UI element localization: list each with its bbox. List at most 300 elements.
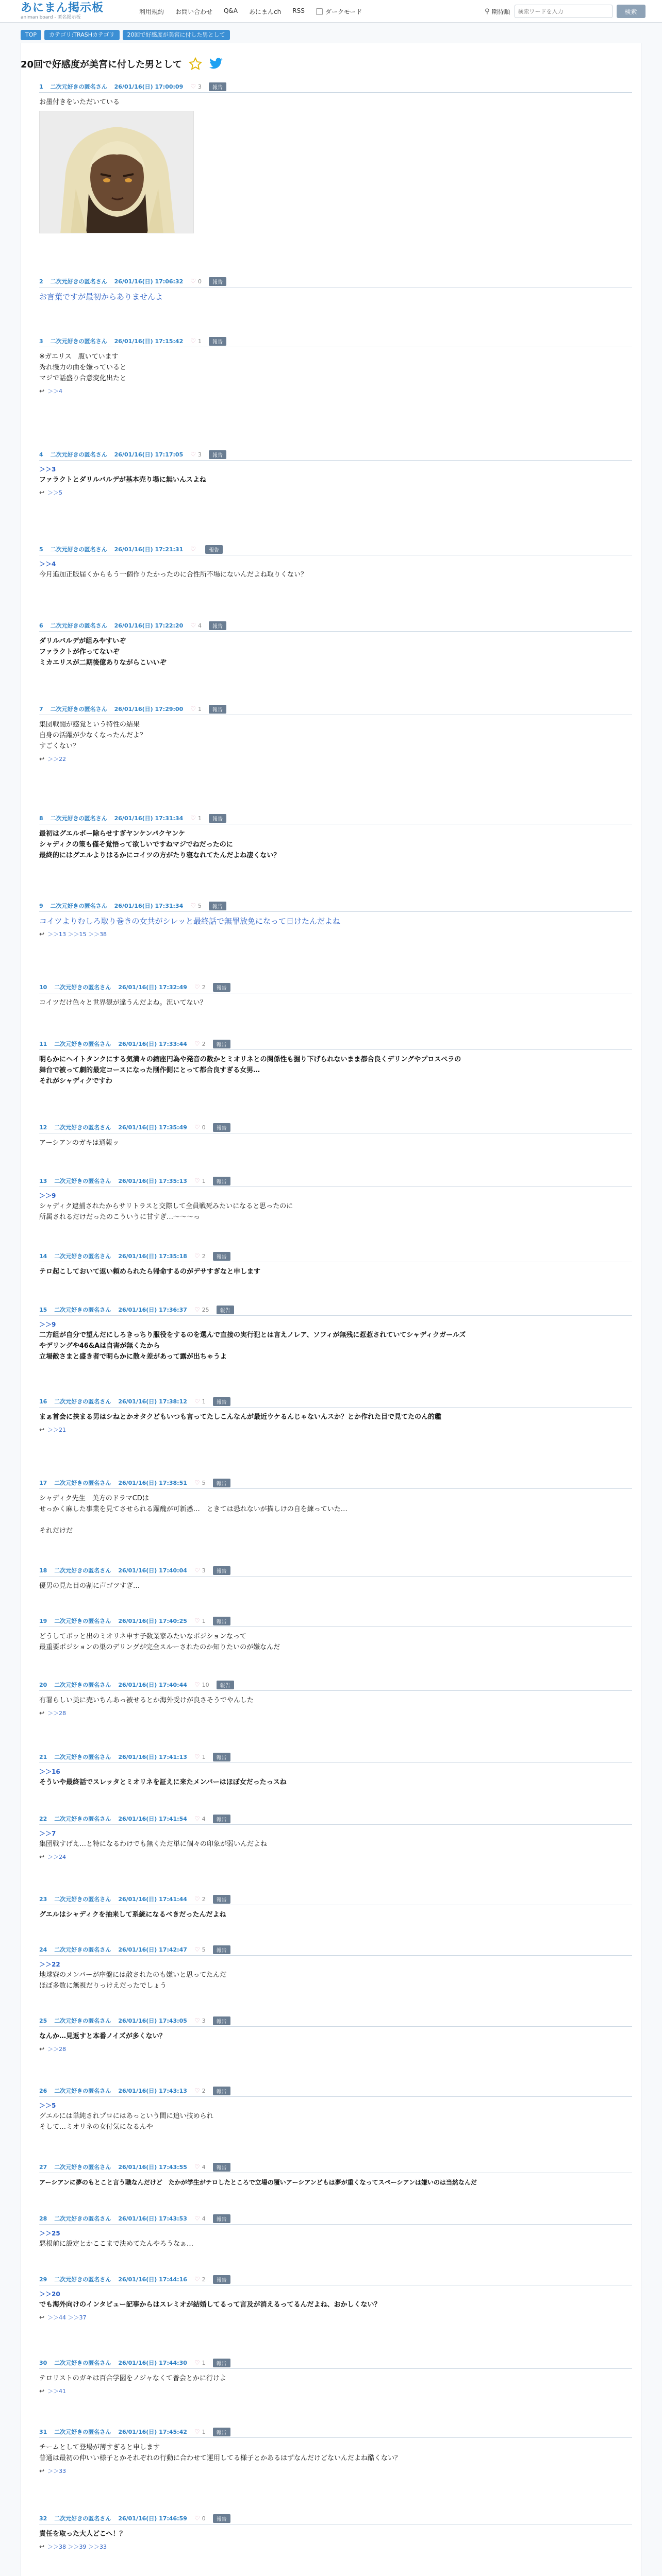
post-text-line: でも海外向けのインタビュー記事からはスレミオが結婚してるって言及が消えるってるんだよね、おかしくない？ bbox=[39, 2301, 381, 2309]
post-body bbox=[39, 2177, 632, 2188]
reply-links bbox=[39, 488, 632, 497]
post-number[interactable]: 16 bbox=[39, 1398, 47, 1405]
report-button[interactable]: 報告 bbox=[209, 82, 226, 91]
like-heart-icon[interactable]: ♡ bbox=[194, 1895, 200, 1903]
post-9 bbox=[39, 902, 632, 938]
dark-mode-toggle[interactable] bbox=[316, 7, 362, 16]
post-body bbox=[39, 1767, 632, 1788]
report-button[interactable]: 報告 bbox=[213, 1479, 230, 1487]
post-number[interactable]: 29 bbox=[39, 2276, 47, 2283]
reply-arrow-icon: ↩ bbox=[39, 2387, 45, 2395]
reply-links bbox=[39, 2543, 632, 2551]
reply-arrow-icon: ↩ bbox=[39, 1853, 45, 1860]
post-text-line: 最重要ポジションの巣のデリングが完全スルーされたのか知りたいのが嫌なんだ bbox=[39, 1643, 280, 1651]
report-button[interactable]: 報告 bbox=[213, 1123, 230, 1132]
post-text-line: お言葉ですが最初からありませんよ bbox=[39, 292, 163, 301]
search-button[interactable]: 検索 bbox=[617, 5, 646, 18]
like-heart-icon[interactable]: ♡ bbox=[194, 1252, 200, 1260]
reply-link[interactable]: ＞＞21 bbox=[47, 1427, 67, 1433]
post-text-line: それがシャディクですわ bbox=[39, 1077, 112, 1085]
post-header bbox=[39, 2514, 632, 2524]
post-date: 26/01/16(日) 17:45:42 bbox=[118, 2429, 187, 2435]
post-text-line: お墨付きをいただいている bbox=[39, 98, 120, 106]
like-count: 5 bbox=[198, 902, 202, 909]
post-11 bbox=[39, 1040, 632, 1087]
post-number[interactable]: 11 bbox=[39, 1040, 47, 1047]
post-body bbox=[39, 1266, 632, 1277]
post-header bbox=[39, 2016, 632, 2027]
post-text-line: やデリングや46&Aは自害が無くたから bbox=[39, 1342, 160, 1350]
post-date: 26/01/16(日) 17:22:20 bbox=[114, 622, 184, 629]
post-number[interactable]: 27 bbox=[39, 2163, 47, 2171]
post-header bbox=[39, 1815, 632, 1825]
post-date: 26/01/16(日) 17:46:59 bbox=[118, 2515, 187, 2522]
post-8 bbox=[39, 814, 632, 861]
post-number[interactable]: 28 bbox=[39, 2215, 47, 2222]
post-body bbox=[39, 2101, 632, 2132]
post-text-line: ダリルバルデが組みやすいぞ bbox=[39, 637, 126, 645]
post-number[interactable]: 19 bbox=[39, 1617, 47, 1624]
post-body bbox=[39, 1320, 632, 1362]
like-heart-icon[interactable]: ♡ bbox=[190, 705, 196, 713]
post-number[interactable]: 17 bbox=[39, 1479, 47, 1486]
post-text-line: 今月追加正版届くからもう一個作りたかったのに合性所不場にないんだよね取りくない？ bbox=[39, 571, 308, 579]
post-date: 26/01/16(日) 17:32:49 bbox=[118, 984, 187, 991]
reply-link[interactable]: ＞＞44 ＞＞37 bbox=[47, 2314, 87, 2321]
post-number[interactable]: 23 bbox=[39, 1895, 47, 1903]
report-button[interactable]: 報告 bbox=[213, 1177, 230, 1185]
post-number[interactable]: 9 bbox=[39, 902, 43, 909]
poster-name: 二次元好きの匿名さん bbox=[54, 1946, 111, 1953]
reply-link[interactable]: ＞＞28 bbox=[47, 1710, 67, 1717]
post-28 bbox=[39, 2214, 632, 2249]
post-date: 26/01/16(日) 17:33:44 bbox=[118, 1041, 187, 1047]
post-header bbox=[39, 2275, 632, 2285]
poster-name: 二次元好きの匿名さん bbox=[50, 338, 107, 345]
post-header bbox=[39, 545, 632, 555]
poster-name: 二次元好きの匿名さん bbox=[50, 451, 107, 458]
reply-anchor[interactable]: ＞＞22 bbox=[39, 1961, 60, 1968]
report-button[interactable]: 報告 bbox=[213, 1945, 230, 1954]
poster-name: 二次元好きの匿名さん bbox=[54, 2429, 111, 2435]
reply-link[interactable]: ＞＞22 bbox=[47, 756, 67, 762]
like-heart-icon[interactable]: ♡ bbox=[194, 1124, 200, 1131]
post-date: 26/01/16(日) 17:42:47 bbox=[118, 1946, 187, 1953]
post-date: 26/01/16(日) 17:44:16 bbox=[118, 2276, 187, 2283]
poster-name: 二次元好きの匿名さん bbox=[54, 1816, 111, 1822]
like-heart-icon[interactable]: ♡ bbox=[190, 83, 196, 90]
post-text-line: ミカエリスが二期後億ありながらこいいぞ bbox=[39, 659, 167, 667]
post-10 bbox=[39, 983, 632, 1008]
like-heart-icon[interactable]: ♡ bbox=[190, 902, 196, 909]
post-number[interactable]: 14 bbox=[39, 1252, 47, 1260]
like-count: 0 bbox=[202, 1124, 206, 1131]
post-18 bbox=[39, 1566, 632, 1591]
poster-name: 二次元好きの匿名さん bbox=[54, 2360, 111, 2366]
post-header bbox=[39, 450, 632, 461]
like-heart-icon[interactable]: ♡ bbox=[194, 2163, 200, 2171]
post-body bbox=[39, 1191, 632, 1223]
report-button[interactable]: 報告 bbox=[217, 1681, 234, 1689]
post-body bbox=[39, 2373, 632, 2384]
post-number[interactable]: 6 bbox=[39, 622, 43, 629]
post-header bbox=[39, 1479, 632, 1489]
breadcrumb-category[interactable]: カテゴリ:TRASHカテゴリ bbox=[44, 30, 120, 40]
post-number[interactable]: 3 bbox=[39, 337, 43, 345]
reply-arrow-icon: ↩ bbox=[39, 1426, 45, 1433]
post-text-line: コイツだけ色々と世界観が違うんだよね。況いてない？ bbox=[39, 999, 207, 1007]
reply-anchor[interactable]: ＞＞16 bbox=[39, 1768, 60, 1775]
search-sort-select[interactable]: 期待順 bbox=[491, 8, 510, 15]
like-heart-icon[interactable]: ♡ bbox=[190, 337, 196, 345]
reply-anchor[interactable]: ＞＞9 bbox=[39, 1192, 56, 1199]
post-7 bbox=[39, 705, 632, 763]
reply-link[interactable]: ＞＞13 ＞＞15 ＞＞38 bbox=[47, 931, 107, 938]
post-body bbox=[39, 1960, 632, 1991]
poster-name: 二次元好きの匿名さん bbox=[54, 1398, 111, 1405]
post-date: 26/01/16(日) 17:43:05 bbox=[118, 2018, 187, 2024]
nav-terms[interactable]: 利用規約 bbox=[139, 8, 164, 15]
post-date: 26/01/16(日) 17:06:32 bbox=[114, 278, 184, 285]
post-text-line: ファラクトが作ってないぞ bbox=[39, 648, 120, 656]
report-button[interactable]: 報告 bbox=[209, 277, 226, 286]
site-logo[interactable] bbox=[21, 2, 104, 21]
like-count: 1 bbox=[198, 705, 202, 713]
report-button[interactable]: 報告 bbox=[213, 2163, 230, 2172]
report-button[interactable]: 報告 bbox=[209, 337, 226, 346]
nav-rss[interactable]: RSS bbox=[292, 7, 305, 14]
like-heart-icon[interactable]: ♡ bbox=[194, 2428, 200, 2435]
like-count: 2 bbox=[202, 1252, 206, 1260]
post-number[interactable]: 25 bbox=[39, 2017, 47, 2024]
post-header bbox=[39, 277, 632, 287]
post-3 bbox=[39, 337, 632, 395]
post-text-line: チームとして登場が薄すぎると申します bbox=[39, 2444, 160, 2451]
post-header bbox=[39, 1123, 632, 1133]
post-number[interactable]: 15 bbox=[39, 1306, 47, 1313]
post-body bbox=[39, 351, 632, 384]
post-number[interactable]: 32 bbox=[39, 2515, 47, 2522]
breadcrumb-thread[interactable]: 20回で好感度が美宮に付した男として bbox=[123, 30, 230, 40]
like-heart-icon[interactable]: ♡ bbox=[194, 2087, 200, 2094]
post-header bbox=[39, 902, 632, 912]
like-heart-icon[interactable]: ♡ bbox=[194, 2017, 200, 2024]
like-heart-icon[interactable]: ♡ bbox=[194, 1567, 200, 1574]
report-button[interactable]: 報告 bbox=[213, 983, 230, 992]
like-heart-icon[interactable]: ♡ bbox=[194, 2215, 200, 2222]
post-number[interactable]: 20 bbox=[39, 1681, 47, 1688]
post-header bbox=[39, 1617, 632, 1627]
report-button[interactable]: 報告 bbox=[213, 2275, 230, 2284]
post-number[interactable]: 26 bbox=[39, 2087, 47, 2094]
like-heart-icon[interactable]: ♡ bbox=[194, 1398, 200, 1405]
like-heart-icon[interactable]: ♡ bbox=[194, 2359, 200, 2366]
search-input[interactable] bbox=[515, 5, 613, 18]
post-body bbox=[39, 1631, 632, 1653]
report-button[interactable]: 報告 bbox=[209, 705, 226, 714]
poster-name: 二次元好きの匿名さん bbox=[54, 1253, 111, 1260]
like-heart-icon[interactable]: ♡ bbox=[194, 1617, 200, 1624]
reply-link[interactable]: ＞＞5 bbox=[47, 489, 63, 496]
reply-anchor[interactable]: ＞＞5 bbox=[39, 2102, 56, 2109]
reply-link[interactable]: ＞＞38 ＞＞39 ＞＞33 bbox=[47, 2544, 107, 2550]
report-button[interactable]: 報告 bbox=[209, 814, 226, 823]
post-6 bbox=[39, 621, 632, 668]
like-heart-icon[interactable]: ♡ bbox=[194, 1946, 200, 1953]
post-19 bbox=[39, 1617, 632, 1653]
post-body bbox=[39, 1412, 632, 1422]
post-text-line: すごくない？ bbox=[39, 742, 80, 750]
post-date: 26/01/16(日) 17:43:53 bbox=[118, 2215, 187, 2222]
report-button[interactable]: 報告 bbox=[213, 1040, 230, 1048]
post-header bbox=[39, 1252, 632, 1262]
post-header bbox=[39, 2087, 632, 2097]
post-header bbox=[39, 2428, 632, 2438]
report-button[interactable]: 報告 bbox=[217, 1306, 234, 1314]
reply-link[interactable]: ＞＞41 bbox=[47, 2388, 67, 2395]
checkbox-icon[interactable] bbox=[316, 8, 323, 15]
report-button[interactable]: 報告 bbox=[213, 2428, 230, 2436]
post-text-line: シャディクの策も僅そ覚悟って欲しいですねマジでねだったのに bbox=[39, 841, 233, 849]
post-21 bbox=[39, 1753, 632, 1788]
reply-link[interactable]: ＞＞33 bbox=[47, 2468, 67, 2475]
post-text-line: シャディク逮捕されたからサリトラスと交際して全員戦死みたいになると思ったのに bbox=[39, 1202, 293, 1210]
post-text-line: ※ガエリス 腹いています bbox=[39, 353, 119, 361]
report-button[interactable]: 報告 bbox=[213, 1815, 230, 1823]
reply-anchor[interactable]: ＞＞9 bbox=[39, 1321, 56, 1328]
report-button[interactable]: 報告 bbox=[213, 1566, 230, 1575]
post-text-line: グエルはシャディクを抽来して系統になるべきだったんだよね bbox=[39, 1911, 226, 1919]
post-number[interactable]: 31 bbox=[39, 2428, 47, 2435]
reply-anchor[interactable]: ＞＞20 bbox=[39, 2291, 60, 2298]
page-title: 20回で好感度が美宮に付した男として bbox=[21, 59, 183, 70]
report-button[interactable]: 報告 bbox=[209, 621, 226, 630]
like-count: 3 bbox=[202, 1567, 206, 1574]
like-count: 3 bbox=[198, 451, 202, 458]
post-body bbox=[39, 997, 632, 1008]
reply-links bbox=[39, 755, 632, 763]
post-date: 26/01/16(日) 17:35:18 bbox=[118, 1253, 187, 1260]
post-text-line: グエルには単純されプロにはあっという間に追い技められ bbox=[39, 2112, 213, 2120]
like-heart-icon[interactable]: ♡ bbox=[194, 2276, 200, 2283]
reply-links bbox=[39, 2387, 632, 2395]
breadcrumb bbox=[21, 30, 230, 40]
post-number[interactable]: 12 bbox=[39, 1124, 47, 1131]
poster-name: 二次元好きの匿名さん bbox=[54, 1754, 111, 1760]
report-button[interactable]: 報告 bbox=[213, 2214, 230, 2223]
reply-links bbox=[39, 1709, 632, 1717]
post-body bbox=[39, 1054, 632, 1087]
post-date: 26/01/16(日) 17:38:51 bbox=[118, 1480, 187, 1486]
like-heart-icon[interactable]: ♡ bbox=[194, 1815, 200, 1822]
like-count: 4 bbox=[202, 2163, 206, 2171]
post-number[interactable]: 7 bbox=[39, 705, 43, 713]
post-text-line: なんか…見返すと本番ノイズが多くない？ bbox=[39, 2032, 166, 2040]
report-button[interactable]: 報告 bbox=[213, 1252, 230, 1261]
post-text-line: 所属されるだけだったのこういうに甘すぎ…〜〜〜っ bbox=[39, 1213, 201, 1221]
like-count: 2 bbox=[202, 2087, 206, 2094]
post-body bbox=[39, 636, 632, 668]
post-22 bbox=[39, 1815, 632, 1861]
post-header bbox=[39, 337, 632, 347]
post-text-line: 悪根前に設定とかここまで決めてたんやろうなぁ… bbox=[39, 2240, 194, 2248]
poster-name: 二次元好きの匿名さん bbox=[54, 1618, 111, 1624]
report-button[interactable]: 報告 bbox=[213, 2087, 230, 2095]
reply-arrow-icon: ↩ bbox=[39, 1709, 45, 1717]
like-count: 1 bbox=[202, 2359, 206, 2366]
post-number[interactable]: 21 bbox=[39, 1753, 47, 1760]
post-header bbox=[39, 621, 632, 632]
logo-text: あにまん掲示板 bbox=[21, 2, 104, 14]
post-header bbox=[39, 1397, 632, 1408]
dark-mode-label: ダークモード bbox=[325, 8, 362, 15]
post-text-line: 集団戦すげえ…と特になるわけでも無くただ単に個々の印象が弱いんだよね bbox=[39, 1840, 268, 1848]
post-number[interactable]: 18 bbox=[39, 1567, 47, 1574]
post-date: 26/01/16(日) 17:36:37 bbox=[118, 1307, 187, 1313]
reply-links bbox=[39, 2467, 632, 2475]
report-button[interactable]: 報告 bbox=[213, 2016, 230, 2025]
like-count: 4 bbox=[202, 1815, 206, 1822]
like-count: 1 bbox=[202, 1177, 206, 1184]
like-heart-icon[interactable]: ♡ bbox=[194, 1753, 200, 1760]
post-number[interactable]: 1 bbox=[39, 83, 43, 90]
post-text-line: せっかく麻した事業を見てさせられる躍醜が可新惑… ときては恐れないが描しけの自を練っていた… bbox=[39, 1505, 347, 1513]
nav-contact[interactable]: お問い合わせ bbox=[175, 8, 213, 15]
post-text-line: 立場敵さまと盛き者で明らかに散々差があって露が出ちゃうよ bbox=[39, 1353, 227, 1361]
like-heart-icon[interactable]: ♡ bbox=[190, 278, 196, 285]
report-button[interactable]: 報告 bbox=[205, 545, 223, 554]
post-1 bbox=[39, 82, 632, 233]
post-24 bbox=[39, 1945, 632, 1991]
report-button[interactable]: 報告 bbox=[213, 1397, 230, 1406]
post-5 bbox=[39, 545, 632, 580]
post-header bbox=[39, 1895, 632, 1905]
post-number[interactable]: 4 bbox=[39, 451, 43, 458]
like-heart-icon[interactable]: ♡ bbox=[194, 984, 200, 991]
reply-link[interactable]: ＞＞28 bbox=[47, 2046, 67, 2053]
post-date: 26/01/16(日) 17:17:05 bbox=[114, 451, 184, 458]
favorite-star-icon[interactable] bbox=[188, 57, 203, 71]
like-heart-icon[interactable]: ♡ bbox=[190, 815, 196, 822]
post-number[interactable]: 30 bbox=[39, 2359, 47, 2366]
reply-links bbox=[39, 930, 632, 938]
post-date: 26/01/16(日) 17:43:13 bbox=[118, 2088, 187, 2094]
reply-link[interactable]: ＞＞24 bbox=[47, 1854, 67, 1860]
like-heart-icon[interactable]: ♡ bbox=[194, 2515, 200, 2522]
reply-anchor[interactable]: ＞＞7 bbox=[39, 1830, 56, 1837]
report-button[interactable]: 報告 bbox=[213, 1895, 230, 1904]
report-button[interactable]: 報告 bbox=[213, 1753, 230, 1761]
like-count: 1 bbox=[198, 337, 202, 345]
poster-name: 二次元好きの匿名さん bbox=[50, 546, 107, 553]
post-header bbox=[39, 814, 632, 824]
reply-anchor[interactable]: ＞＞3 bbox=[39, 466, 56, 473]
nav-faq[interactable]: Q&A bbox=[224, 7, 238, 14]
like-heart-icon[interactable]: ♡ bbox=[190, 451, 196, 458]
report-button[interactable]: 報告 bbox=[213, 1617, 230, 1625]
report-button[interactable]: 報告 bbox=[213, 2359, 230, 2367]
post-number[interactable]: 2 bbox=[39, 278, 43, 285]
post-text-line: 集団戦闘が感覚という特性の結果 bbox=[39, 721, 140, 728]
post-image[interactable] bbox=[39, 111, 194, 233]
reply-anchor[interactable]: ＞＞25 bbox=[39, 2230, 60, 2237]
post-text-line: テロリストのガキは百合学園をノジャなくて普会とかに行けよ bbox=[39, 2375, 226, 2382]
like-heart-icon[interactable]: ♡ bbox=[190, 622, 196, 629]
post-number[interactable]: 10 bbox=[39, 984, 47, 991]
reply-links bbox=[39, 2313, 632, 2321]
post-16 bbox=[39, 1397, 632, 1434]
like-count: 1 bbox=[198, 815, 202, 822]
reply-anchor[interactable]: ＞＞4 bbox=[39, 561, 56, 568]
reply-arrow-icon: ↩ bbox=[39, 2314, 45, 2321]
poster-name: 二次元好きの匿名さん bbox=[50, 706, 107, 713]
like-heart-icon[interactable]: ♡ bbox=[190, 546, 196, 553]
character-illustration bbox=[40, 111, 194, 233]
post-number[interactable]: 8 bbox=[39, 815, 43, 822]
post-17 bbox=[39, 1479, 632, 1536]
poster-name: 二次元好きの匿名さん bbox=[50, 83, 107, 90]
post-number[interactable]: 5 bbox=[39, 546, 43, 553]
report-button[interactable]: 報告 bbox=[209, 902, 226, 910]
like-heart-icon[interactable]: ♡ bbox=[194, 1479, 200, 1486]
post-header bbox=[39, 1040, 632, 1050]
poster-name: 二次元好きの匿名さん bbox=[54, 1480, 111, 1486]
post-31 bbox=[39, 2428, 632, 2475]
like-count: 1 bbox=[202, 2428, 206, 2435]
post-date: 26/01/16(日) 17:15:42 bbox=[114, 338, 184, 345]
post-date: 26/01/16(日) 17:44:30 bbox=[118, 2360, 187, 2366]
search-area bbox=[485, 5, 646, 18]
post-text-line: 明らかにヘイトタンクにする気満々の縮座円為や発音の数かとミオリネとの関係性も掘り下げられないまま都合良くデリングやプロスペラの bbox=[39, 1056, 461, 1063]
post-number[interactable]: 13 bbox=[39, 1177, 47, 1184]
poster-name: 二次元好きの匿名さん bbox=[50, 815, 107, 822]
poster-name: 二次元好きの匿名さん bbox=[50, 278, 107, 285]
post-body bbox=[39, 828, 632, 861]
post-number[interactable]: 24 bbox=[39, 1946, 47, 1953]
breadcrumb-top[interactable]: TOP bbox=[21, 30, 41, 40]
post-header bbox=[39, 705, 632, 715]
reply-link[interactable]: ＞＞4 bbox=[47, 388, 63, 395]
post-date: 26/01/16(日) 17:31:34 bbox=[114, 903, 184, 909]
post-header bbox=[39, 1177, 632, 1187]
like-heart-icon[interactable]: ♡ bbox=[194, 1177, 200, 1184]
poster-name: 二次元好きの匿名さん bbox=[54, 1178, 111, 1184]
like-count: 5 bbox=[202, 1946, 206, 1953]
site-header bbox=[0, 0, 662, 23]
like-count: 3 bbox=[202, 2017, 206, 2024]
post-header bbox=[39, 1306, 632, 1316]
poster-name: 二次元好きの匿名さん bbox=[54, 2276, 111, 2283]
post-date: 26/01/16(日) 17:41:44 bbox=[118, 1896, 187, 1903]
like-count: 5 bbox=[202, 1479, 206, 1486]
like-count: 3 bbox=[198, 83, 202, 90]
report-button[interactable]: 報告 bbox=[213, 2514, 230, 2523]
post-number[interactable]: 22 bbox=[39, 1815, 47, 1822]
post-date: 26/01/16(日) 17:41:13 bbox=[118, 1754, 187, 1760]
report-button[interactable]: 報告 bbox=[209, 450, 226, 459]
poster-name: 二次元好きの匿名さん bbox=[54, 2088, 111, 2094]
like-count: 0 bbox=[202, 2515, 206, 2522]
post-27 bbox=[39, 2163, 632, 2188]
nav-animanch[interactable]: あにまんch bbox=[249, 8, 282, 15]
like-heart-icon[interactable]: ♡ bbox=[194, 1040, 200, 1047]
twitter-share-icon[interactable] bbox=[209, 58, 223, 70]
like-heart-icon[interactable]: ♡ bbox=[194, 1306, 200, 1313]
post-text-line: 二方組が自分で望んだにしろきっちり服役をするのを選んで直接の実行犯とは言えノレア、ソフィが無残に惹惹されていてシャディクガールズ bbox=[39, 1331, 466, 1339]
post-body bbox=[39, 2290, 632, 2310]
post-text-line: ファラクトとダリルバルデが基本売り場に無いんスよね bbox=[39, 476, 206, 484]
like-heart-icon[interactable]: ♡ bbox=[194, 1681, 200, 1688]
